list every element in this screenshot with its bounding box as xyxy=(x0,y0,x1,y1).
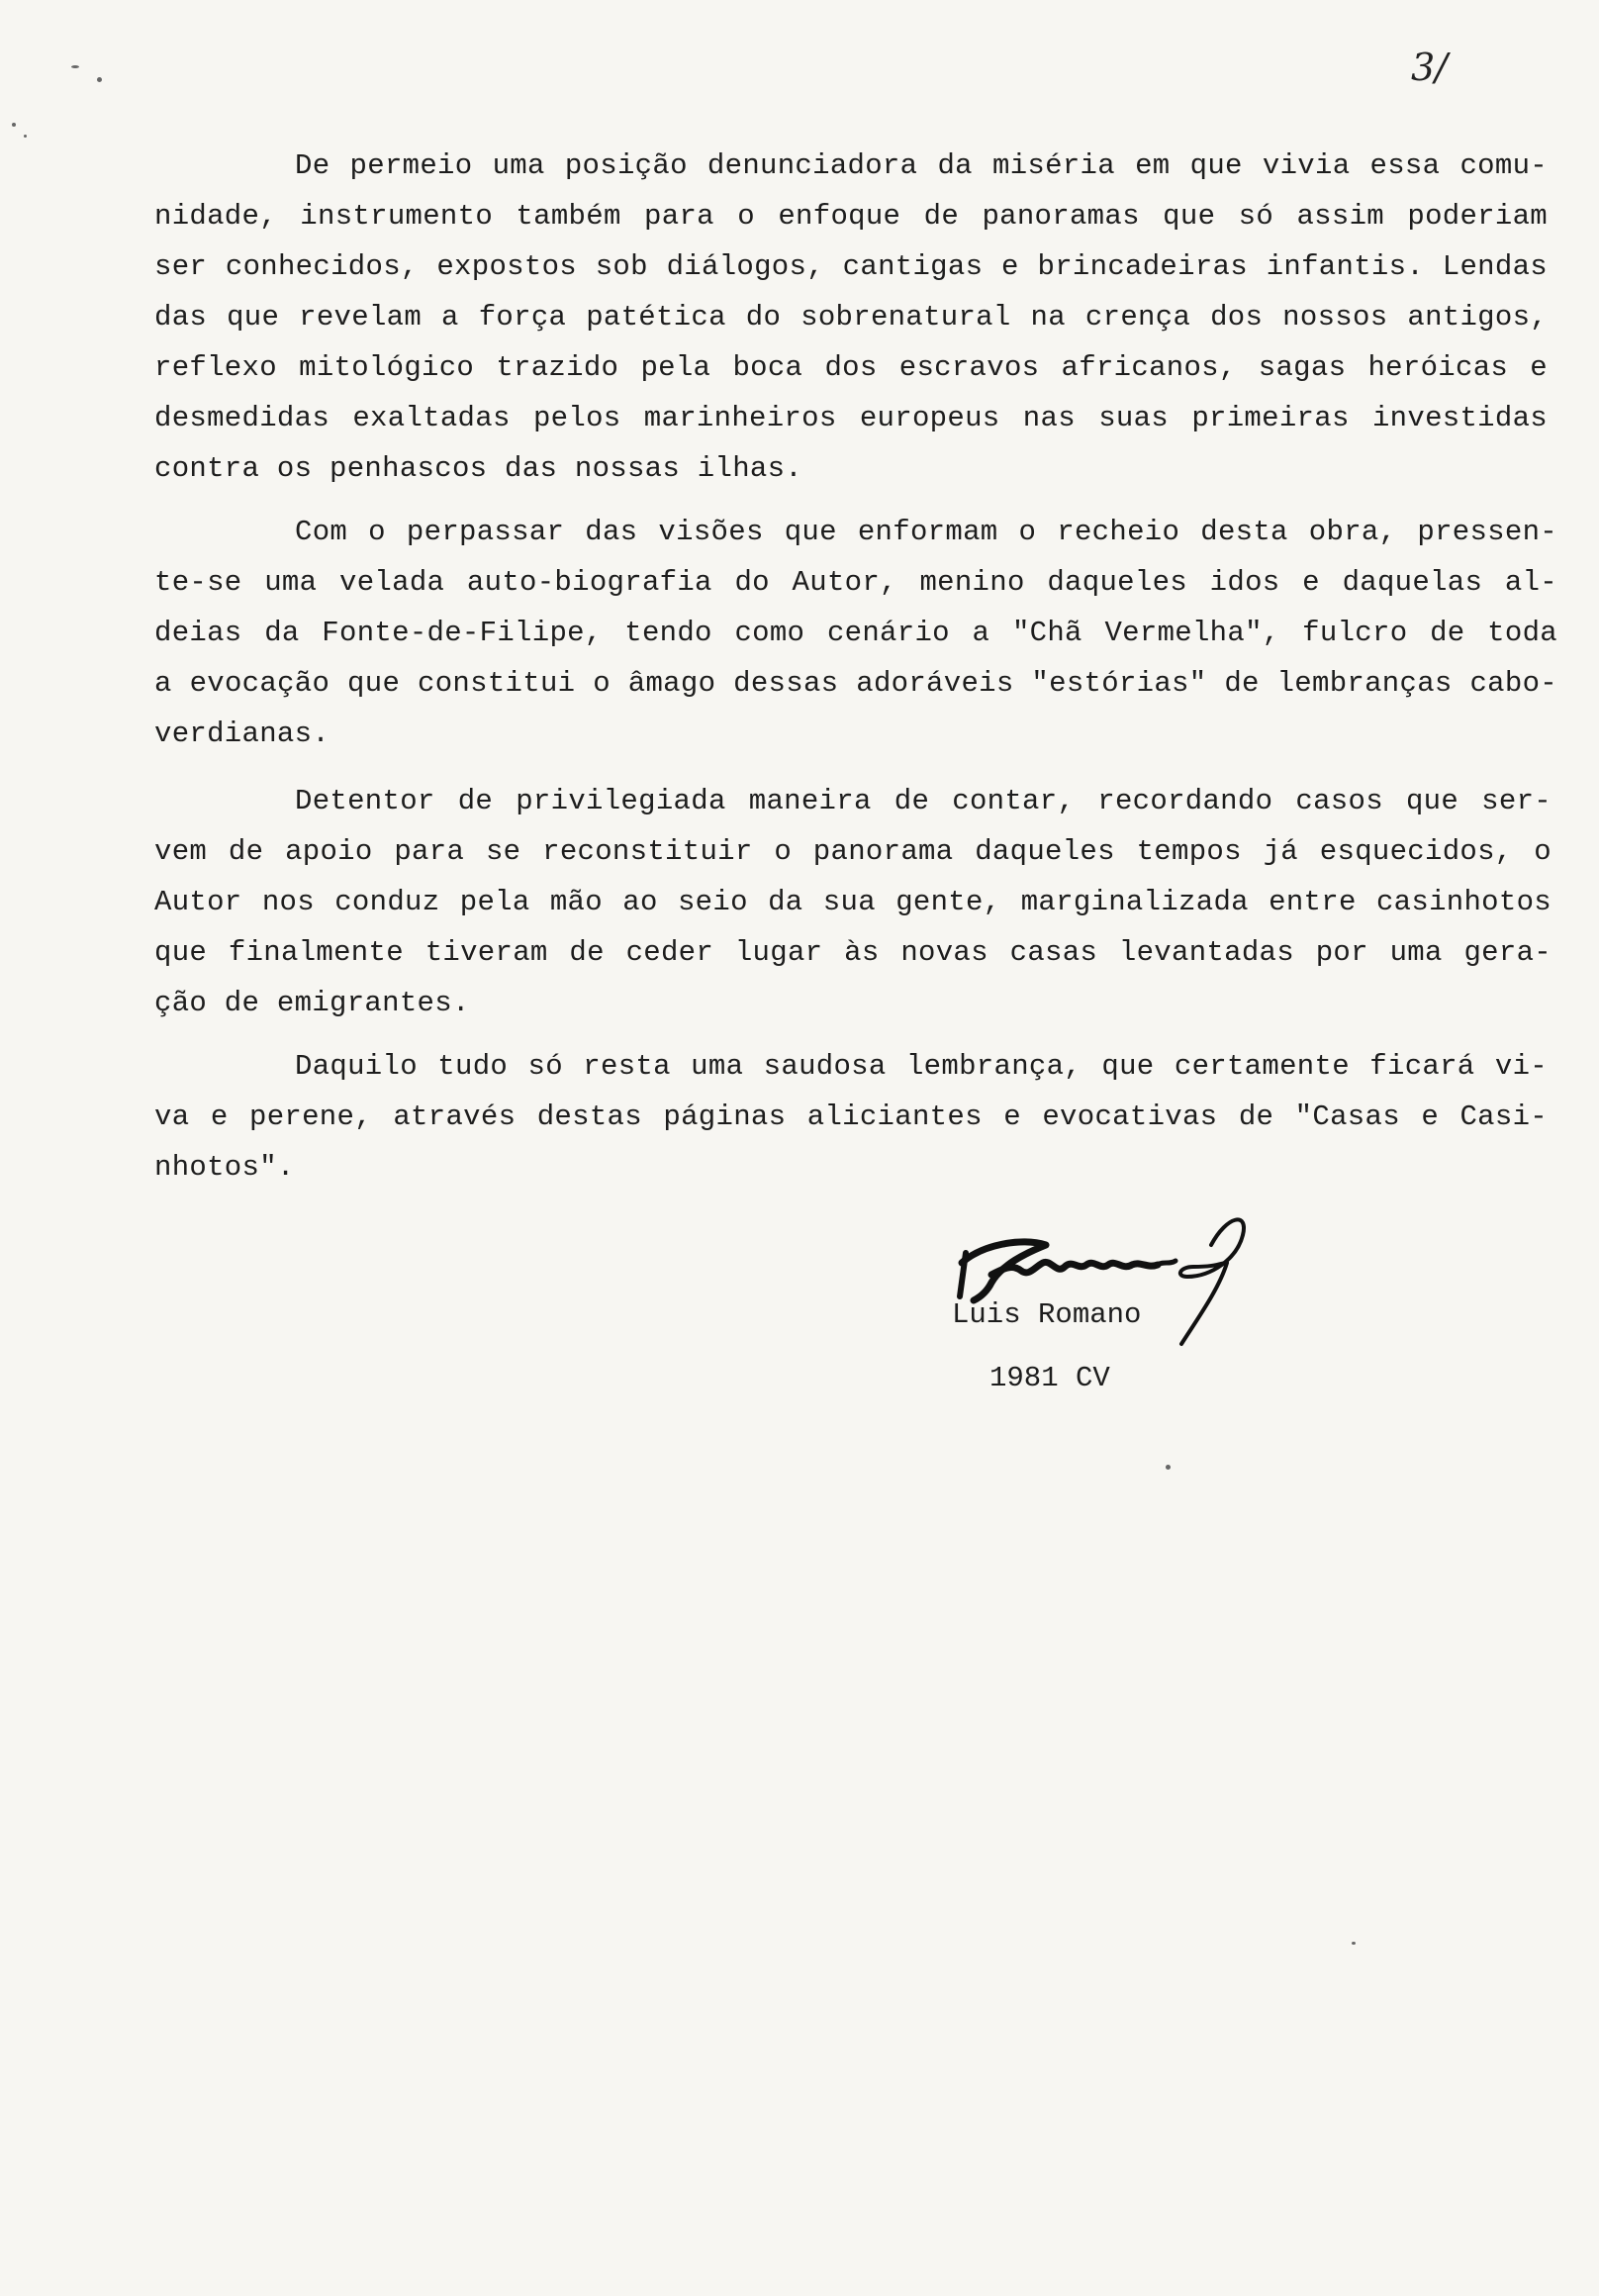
scan-speck xyxy=(71,65,79,68)
text-line: Detentor de privilegiada maneira de contar, recordando casos que ser- xyxy=(295,785,1552,817)
text-line: reflexo mitológico trazido pela boca dos escravos africanos, sagas heróicas e xyxy=(154,351,1548,384)
text-line: ser conhecidos, expostos sob diálogos, cantigas e brincadeiras infantis. Lendas xyxy=(154,250,1548,283)
text-line: nhotos". xyxy=(154,1151,295,1184)
paragraph-4 xyxy=(154,1041,1548,1193)
text-line: das que revelam a força patética do sobrenatural na crença dos nossos antigos, xyxy=(154,301,1548,334)
text-line: deias da Fonte-de-Filipe, tendo como cenário a "Chã Vermelha", fulcro de toda xyxy=(154,617,1557,649)
scan-speck xyxy=(1166,1465,1171,1470)
paragraph-2 xyxy=(154,507,1557,759)
scan-speck xyxy=(1352,1942,1356,1945)
text-line: ção de emigrantes. xyxy=(154,987,470,1019)
text-line: va e perene, através destas páginas aliciantes e evocativas de "Casas e Casi- xyxy=(154,1100,1548,1133)
text-line: a evocação que constitui o âmago dessas adoráveis "estórias" de lembranças cabo- xyxy=(154,667,1557,700)
handwritten-signature xyxy=(952,1205,1278,1354)
text-line: Autor nos conduz pela mão ao seio da sua gente, marginalizada entre casinhotos xyxy=(154,886,1552,918)
text-line: De permeio uma posição denunciadora da miséria em que vivia essa comu- xyxy=(295,149,1548,182)
scan-speck xyxy=(24,135,27,138)
scan-speck xyxy=(97,77,102,82)
page-number: 3/ xyxy=(1411,46,1448,89)
signer-name: Luis Romano xyxy=(952,1298,1142,1331)
text-line: contra os penhascos das nossas ilhas. xyxy=(154,452,803,485)
text-line: nidade, instrumento também para o enfoque de panoramas que só assim poderiam xyxy=(154,200,1548,233)
paragraph-1 xyxy=(154,141,1548,494)
paragraph-3 xyxy=(154,776,1552,1028)
text-line: Daquilo tudo só resta uma saudosa lembrança, que certamente ficará vi- xyxy=(295,1050,1548,1083)
text-line: vem de apoio para se reconstituir o panorama daqueles tempos já esquecidos, o xyxy=(154,835,1552,868)
text-line: desmedidas exaltadas pelos marinheiros europeus nas suas primeiras investidas xyxy=(154,402,1548,434)
text-line: verdianas. xyxy=(154,718,330,750)
text-line: que finalmente tiveram de ceder lugar às novas casas levantadas por uma gera- xyxy=(154,936,1552,969)
signature-date: 1981 CV xyxy=(989,1362,1110,1394)
text-line: te-se uma velada auto-biografia do Autor, menino daqueles idos e daquelas al- xyxy=(154,566,1557,599)
scan-speck xyxy=(12,123,16,127)
text-line: Com o perpassar das visões que enformam o recheio desta obra, pressen- xyxy=(295,516,1557,548)
